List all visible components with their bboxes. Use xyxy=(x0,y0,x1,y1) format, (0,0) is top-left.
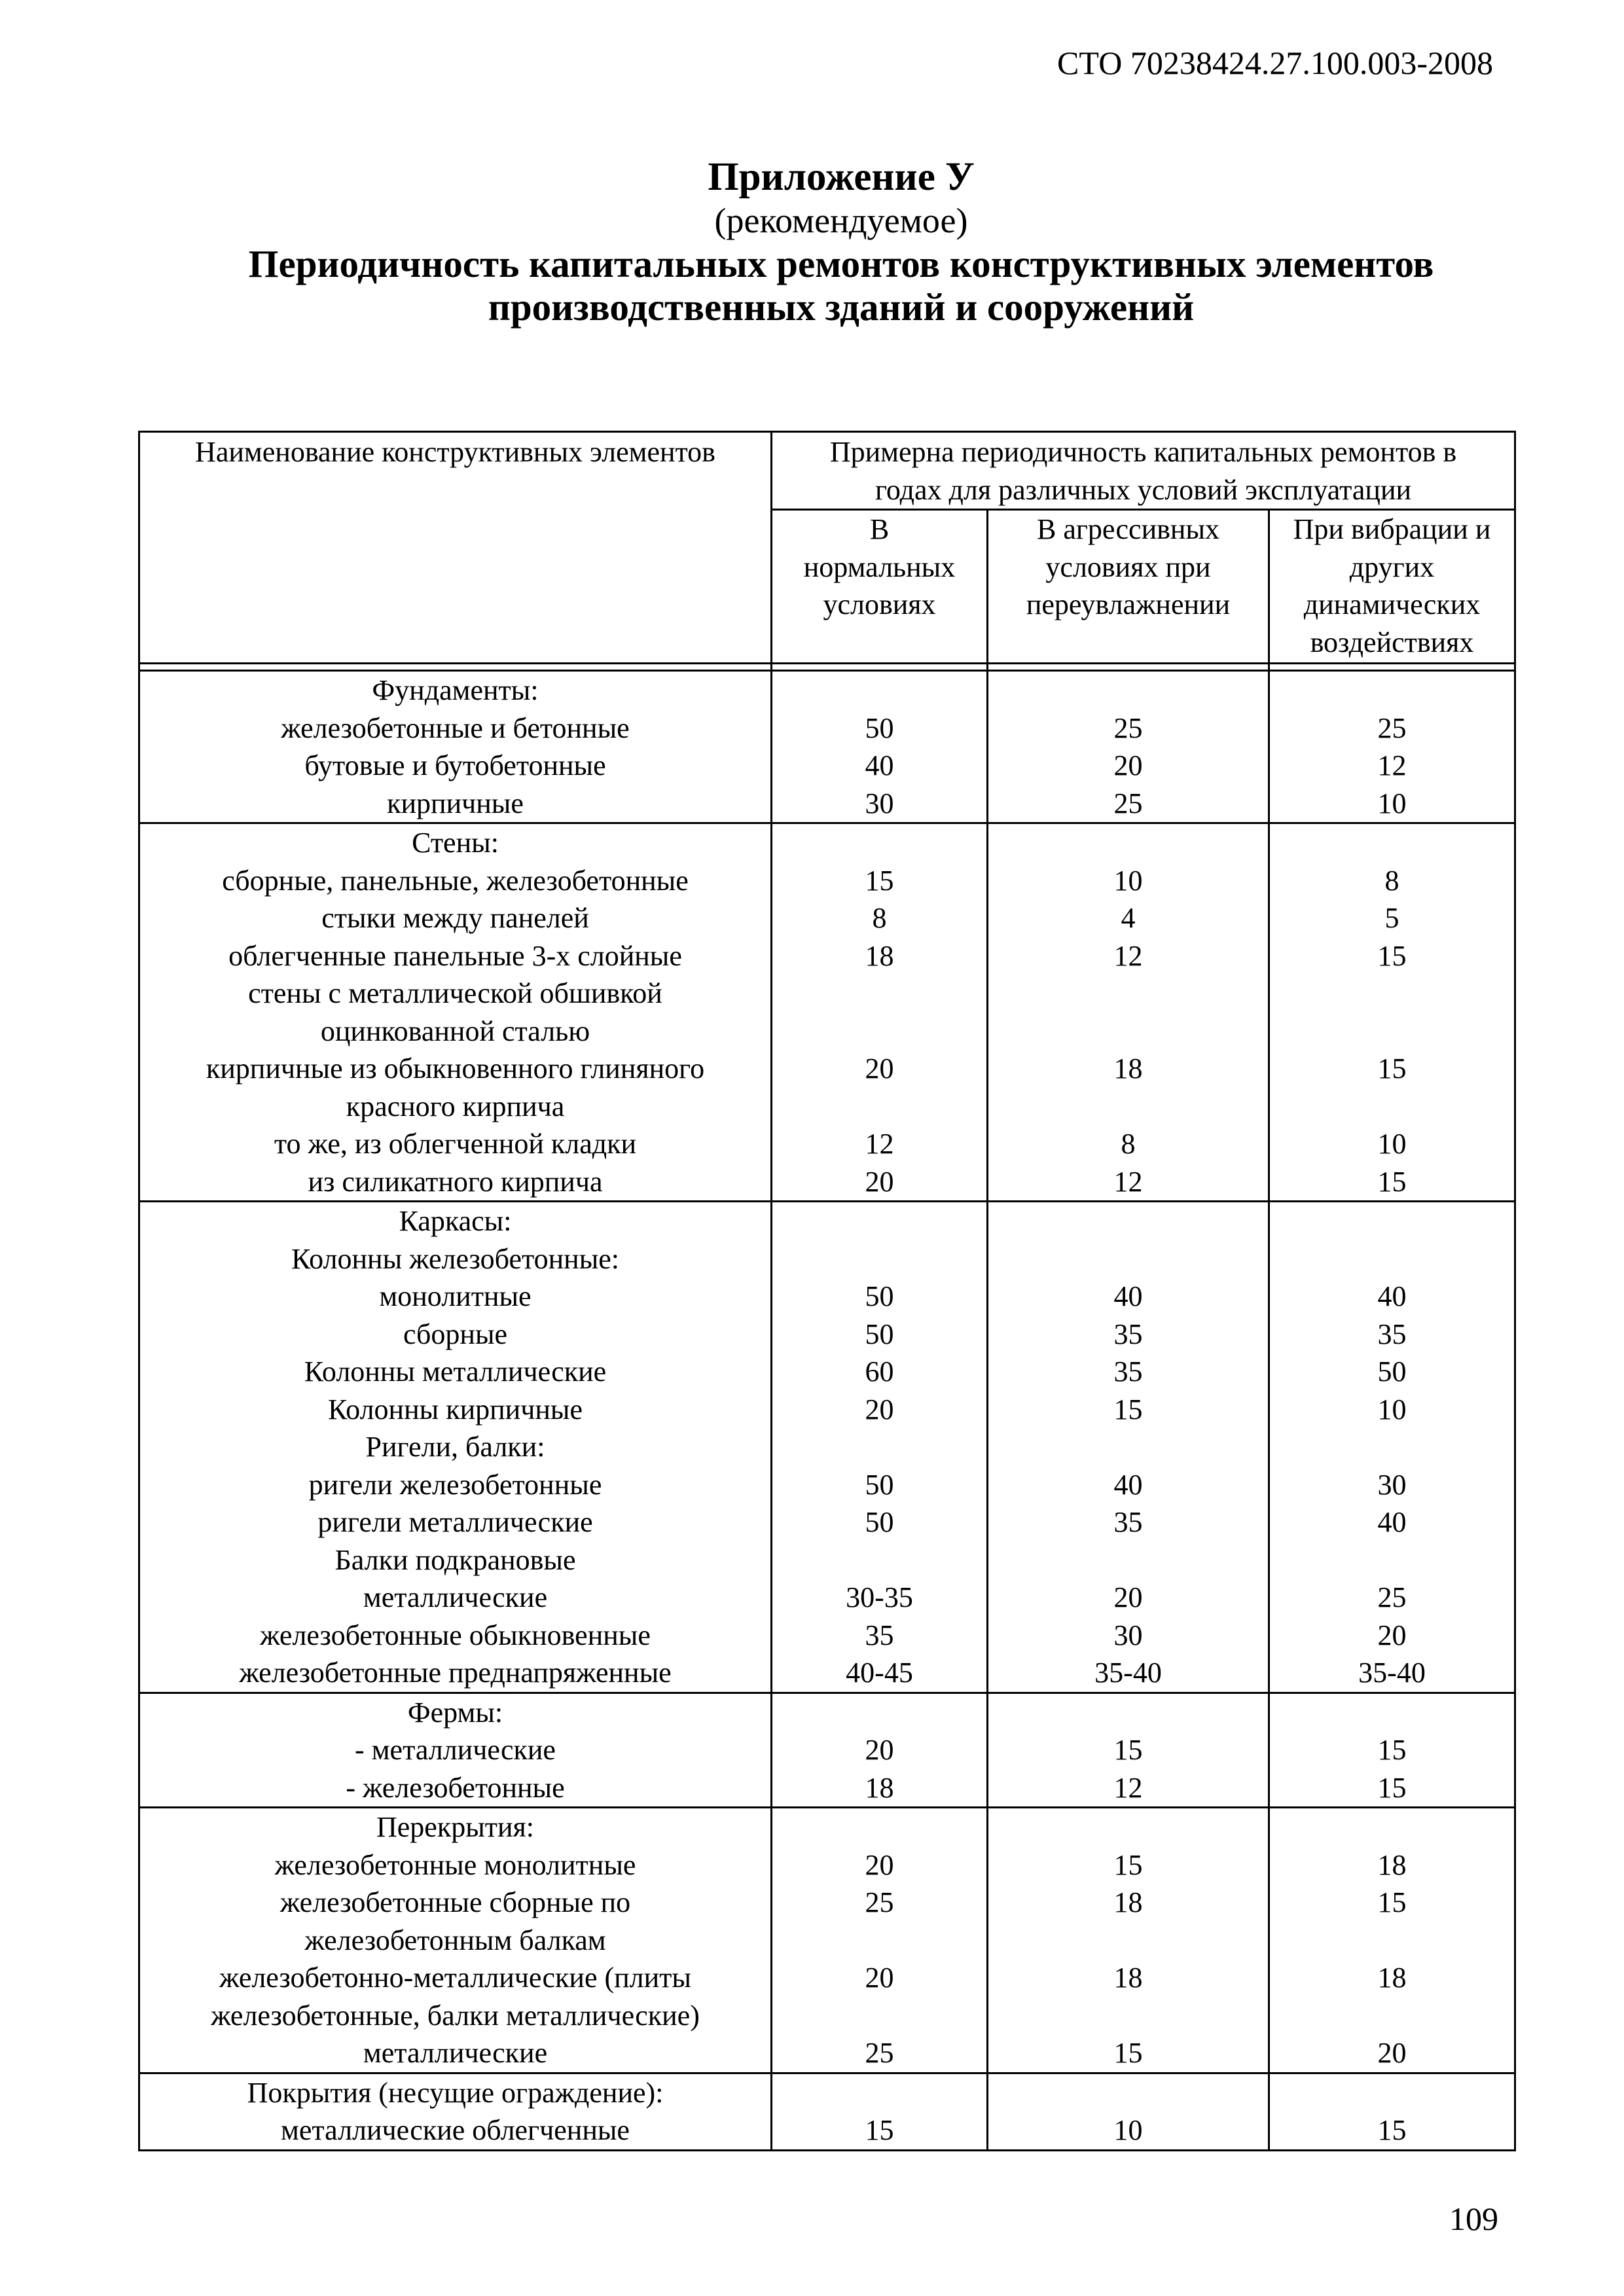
period-value xyxy=(988,1922,1268,1960)
period-value: 15 xyxy=(1113,1393,1143,1426)
period-value xyxy=(988,1202,1268,1240)
period-value: 15 xyxy=(865,2114,894,2146)
period-value xyxy=(772,1428,986,1466)
header-text-line: воздействиях xyxy=(1310,626,1474,658)
element-name-line: железобетонные обыкновенные xyxy=(260,1619,651,1651)
period-value xyxy=(988,2074,1268,2112)
period-value: 18 xyxy=(1377,1848,1407,1881)
period-value: 15 xyxy=(1113,1848,1143,1881)
element-name-line: железобетонно-металлические (плиты xyxy=(219,1962,691,1994)
element-name-line: ригели железобетонные xyxy=(308,1468,602,1501)
period-value xyxy=(772,1997,986,2035)
period-value: 18 xyxy=(1113,1886,1143,1918)
period-value: 30-35 xyxy=(846,1581,913,1613)
period-value: 15 xyxy=(865,864,894,897)
element-name-cell xyxy=(139,823,772,1202)
period-value: 50 xyxy=(865,1468,894,1501)
period-value xyxy=(772,1202,986,1240)
header-text-line: При вибрации и xyxy=(1293,513,1491,545)
period-value xyxy=(1270,1541,1514,1579)
period-value: 30 xyxy=(865,787,894,819)
period-value xyxy=(1270,1013,1514,1050)
period-value: 35 xyxy=(1377,1318,1407,1350)
element-name-line: железобетонные преднапряженные xyxy=(239,1657,672,1689)
element-name-line: металлические облегченные xyxy=(281,2114,630,2146)
period-value: 25 xyxy=(1377,1581,1407,1613)
element-name-line: кирпичные из обыкновенного глиняного xyxy=(206,1052,705,1085)
period-value: 60 xyxy=(865,1355,894,1388)
table-row-group xyxy=(139,823,1515,1202)
period-value xyxy=(988,1997,1268,2035)
element-name-line: облегченные панельные 3-х слойные xyxy=(228,939,682,972)
period-value xyxy=(988,1240,1268,1278)
appendix-label: Приложение У xyxy=(708,155,975,199)
period-value: 25 xyxy=(1113,711,1143,744)
period-value xyxy=(772,1808,986,1846)
period-value xyxy=(1270,824,1514,862)
element-name-line: Перекрытия: xyxy=(376,1811,534,1843)
period-value xyxy=(988,1541,1268,1579)
period-value: 12 xyxy=(1113,1771,1143,1804)
aggressive-conditions-cell xyxy=(988,671,1269,823)
period-value xyxy=(1270,1922,1514,1960)
period-value xyxy=(772,1088,986,1126)
element-name-line: железобетонные монолитные xyxy=(274,1848,636,1881)
period-value: 20 xyxy=(865,1734,894,1766)
vibration-conditions-cell xyxy=(1269,2073,1515,2150)
period-value xyxy=(1270,1240,1514,1278)
appendix-heading xyxy=(98,156,1584,329)
element-name-line: - металлические xyxy=(355,1734,556,1766)
element-name-line: кирпичные xyxy=(387,787,524,819)
element-name-line: железобетонные сборные по xyxy=(280,1886,631,1918)
period-value: 12 xyxy=(1113,1165,1143,1198)
element-name-line: металлические xyxy=(363,1581,548,1613)
period-value xyxy=(772,1240,986,1278)
element-name-line: монолитные xyxy=(379,1280,532,1312)
appendix-title-line-1: Периодичность капитальных ремонтов конструктивных элементов xyxy=(248,242,1434,285)
normal-conditions-cell xyxy=(772,1808,988,2073)
period-value: 4 xyxy=(1121,902,1136,934)
element-name-line: оцинкованной сталью xyxy=(320,1014,590,1047)
table-row-group xyxy=(139,1202,1515,1693)
period-value: 20 xyxy=(865,1165,894,1198)
element-name-line: Покрытия (несущие ограждение): xyxy=(247,2076,664,2109)
aggressive-conditions-cell xyxy=(988,2073,1269,2150)
period-value xyxy=(772,1541,986,1579)
period-value: 8 xyxy=(872,902,887,934)
element-name-cell xyxy=(139,1202,772,1693)
header-text-line: В xyxy=(869,513,890,545)
period-value: 8 xyxy=(1384,864,1399,897)
header-gap-row xyxy=(139,664,1515,671)
header-text-line: условиях xyxy=(823,588,936,620)
period-value xyxy=(772,1922,986,1960)
period-value: 35 xyxy=(1113,1318,1143,1350)
header-text-line: условиях при xyxy=(1045,550,1211,583)
period-value xyxy=(1270,1997,1514,2035)
period-value: 12 xyxy=(1113,939,1143,972)
period-value xyxy=(988,975,1268,1013)
element-name-line: сборные xyxy=(403,1318,508,1350)
period-value: 35-40 xyxy=(1358,1657,1426,1689)
period-value xyxy=(1270,1202,1514,1240)
aggressive-conditions-cell xyxy=(988,1202,1269,1693)
element-name-line: железобетонным балкам xyxy=(304,1924,606,1956)
period-value: 30 xyxy=(1113,1619,1143,1651)
period-value: 20 xyxy=(1377,2037,1407,2069)
period-value xyxy=(772,1013,986,1050)
header-text-line: динамических xyxy=(1303,588,1481,620)
period-value: 20 xyxy=(865,1393,894,1426)
period-value xyxy=(988,824,1268,862)
aggressive-conditions-cell xyxy=(988,1808,1269,2073)
period-value xyxy=(772,975,986,1013)
period-value: 25 xyxy=(1377,711,1407,744)
normal-conditions-cell xyxy=(772,823,988,1202)
element-name-line: сборные, панельные, железобетонные xyxy=(222,864,689,897)
period-value: 18 xyxy=(1113,1962,1143,1994)
element-name-line: Ригели, балки: xyxy=(365,1431,545,1463)
repair-periodicity-table xyxy=(138,431,1516,2151)
element-name-line: металлические xyxy=(363,2037,548,2069)
period-value xyxy=(988,1428,1268,1466)
element-name-line: ригели металлические xyxy=(317,1506,593,1538)
period-value xyxy=(1270,672,1514,709)
vibration-conditions-cell xyxy=(1269,823,1515,1202)
period-value: 50 xyxy=(865,1280,894,1312)
vibration-conditions-cell xyxy=(1269,671,1515,823)
period-value: 18 xyxy=(865,1771,894,1804)
period-value xyxy=(988,1013,1268,1050)
normal-conditions-cell xyxy=(772,2073,988,2150)
period-value: 18 xyxy=(1113,1052,1143,1085)
element-name-line: Балки подкрановые xyxy=(334,1543,576,1576)
column-header-vibration-conditions xyxy=(1269,510,1515,664)
period-value: 10 xyxy=(1113,2114,1143,2146)
period-value: 50 xyxy=(865,711,894,744)
period-value xyxy=(772,2074,986,2112)
period-value xyxy=(1270,1694,1514,1732)
period-value: 35 xyxy=(1113,1506,1143,1538)
period-value: 25 xyxy=(1113,787,1143,819)
period-value: 40 xyxy=(1377,1280,1407,1312)
table-row-group xyxy=(139,1808,1515,2073)
period-value: 40 xyxy=(865,749,894,781)
period-value: 50 xyxy=(865,1318,894,1350)
period-value: 10 xyxy=(1377,1393,1407,1426)
element-name-line: - железобетонные xyxy=(346,1771,565,1804)
period-value: 20 xyxy=(865,1962,894,1994)
period-value xyxy=(1270,1428,1514,1466)
header-text-line: В агрессивных xyxy=(1036,513,1220,545)
period-value: 15 xyxy=(1377,2114,1407,2146)
element-name-line: железобетонные и бетонные xyxy=(281,711,630,744)
period-value: 15 xyxy=(1377,1771,1407,1804)
period-value: 15 xyxy=(1377,939,1407,972)
period-value xyxy=(1270,2074,1514,2112)
period-value xyxy=(772,824,986,862)
table-row-group xyxy=(139,671,1515,823)
period-value: 10 xyxy=(1377,787,1407,819)
table-row-group xyxy=(139,2073,1515,2150)
period-value: 30 xyxy=(1377,1468,1407,1501)
appendix-status: (рекомендуемое) xyxy=(714,201,968,240)
column-header-element-name: Наименование конструктивных элементов xyxy=(139,432,772,664)
period-value: 25 xyxy=(865,2037,894,2069)
period-value xyxy=(988,672,1268,709)
period-value: 18 xyxy=(865,939,894,972)
period-value: 40 xyxy=(1377,1506,1407,1538)
period-value: 12 xyxy=(1377,749,1407,781)
period-value: 50 xyxy=(1377,1355,1407,1388)
element-name-line: стыки между панелей xyxy=(321,902,589,934)
vibration-conditions-cell xyxy=(1269,1202,1515,1693)
period-value: 18 xyxy=(1377,1962,1407,1994)
element-name-line: стены с металлической обшивкой xyxy=(248,977,662,1009)
period-value xyxy=(1270,1808,1514,1846)
document-code: СТО 70238424.27.100.003-2008 xyxy=(1057,45,1493,81)
element-name-line: то же, из облегченной кладки xyxy=(274,1128,637,1160)
element-name-cell xyxy=(139,1808,772,2073)
period-value: 20 xyxy=(1113,749,1143,781)
period-value: 20 xyxy=(865,1052,894,1085)
period-value xyxy=(772,1694,986,1732)
aggressive-conditions-cell xyxy=(988,823,1269,1202)
header-text-line: других xyxy=(1349,550,1435,583)
period-value: 10 xyxy=(1377,1128,1407,1160)
element-name-line: бутовые и бутобетонные xyxy=(304,749,606,781)
period-value xyxy=(1270,975,1514,1013)
period-value: 10 xyxy=(1113,864,1143,897)
element-name-line: Фундаменты: xyxy=(372,674,539,706)
period-value: 35 xyxy=(1113,1355,1143,1388)
page-number: 109 xyxy=(1449,2200,1498,2237)
period-value: 15 xyxy=(1377,1052,1407,1085)
period-value: 15 xyxy=(1377,1165,1407,1198)
period-value: 15 xyxy=(1113,2037,1143,2069)
element-name-line: красного кирпича xyxy=(346,1090,565,1122)
vibration-conditions-cell xyxy=(1269,1693,1515,1808)
element-name-line: Каркасы: xyxy=(399,1205,512,1237)
element-name-cell xyxy=(139,671,772,823)
period-value: 12 xyxy=(865,1128,894,1160)
element-name-line: Колонны кирпичные xyxy=(328,1393,583,1426)
period-value: 5 xyxy=(1384,902,1399,934)
element-name-line: Фермы: xyxy=(407,1696,503,1729)
period-value xyxy=(988,1088,1268,1126)
header-text-line: нормальных xyxy=(803,550,956,583)
column-header-aggressive-conditions xyxy=(988,510,1269,664)
element-name-line: Стены: xyxy=(412,827,499,859)
header-text-line: переувлажнении xyxy=(1026,588,1231,620)
element-name-line: железобетонные, балки металлические) xyxy=(211,1999,700,2032)
normal-conditions-cell xyxy=(772,1202,988,1693)
period-value xyxy=(988,1808,1268,1846)
period-value: 35-40 xyxy=(1094,1657,1162,1689)
normal-conditions-cell xyxy=(772,1693,988,1808)
element-name-line: Колонны железобетонные: xyxy=(291,1242,620,1275)
period-value xyxy=(988,1694,1268,1732)
period-value xyxy=(772,672,986,709)
element-name-line: Колонны металлические xyxy=(304,1355,607,1388)
period-value: 25 xyxy=(865,1886,894,1918)
element-name-cell xyxy=(139,2073,772,2150)
period-value: 40 xyxy=(1113,1280,1143,1312)
period-value: 35 xyxy=(865,1619,894,1651)
normal-conditions-cell xyxy=(772,671,988,823)
period-value: 40 xyxy=(1113,1468,1143,1501)
period-value: 40-45 xyxy=(846,1657,913,1689)
period-value: 15 xyxy=(1377,1734,1407,1766)
element-name-cell xyxy=(139,1693,772,1808)
aggressive-conditions-cell xyxy=(988,1693,1269,1808)
period-value: 20 xyxy=(1377,1619,1407,1651)
period-value: 20 xyxy=(1113,1581,1143,1613)
period-value: 15 xyxy=(1113,1734,1143,1766)
vibration-conditions-cell xyxy=(1269,1808,1515,2073)
period-value: 8 xyxy=(1121,1128,1136,1160)
table-header-row xyxy=(139,432,1515,510)
period-value: 20 xyxy=(865,1848,894,1881)
period-value: 15 xyxy=(1377,1886,1407,1918)
table-row-group xyxy=(139,1693,1515,1808)
period-value: 50 xyxy=(865,1506,894,1538)
appendix-title-line-2: производственных зданий и сооружений xyxy=(488,285,1195,329)
column-header-periodicity: Примерна периодичность капитальных ремонтов в годах для различных условий эксплуатации xyxy=(772,432,1515,510)
column-header-normal-conditions xyxy=(772,510,988,664)
element-name-line: из силикатного кирпича xyxy=(308,1165,603,1198)
period-value xyxy=(1270,1088,1514,1126)
